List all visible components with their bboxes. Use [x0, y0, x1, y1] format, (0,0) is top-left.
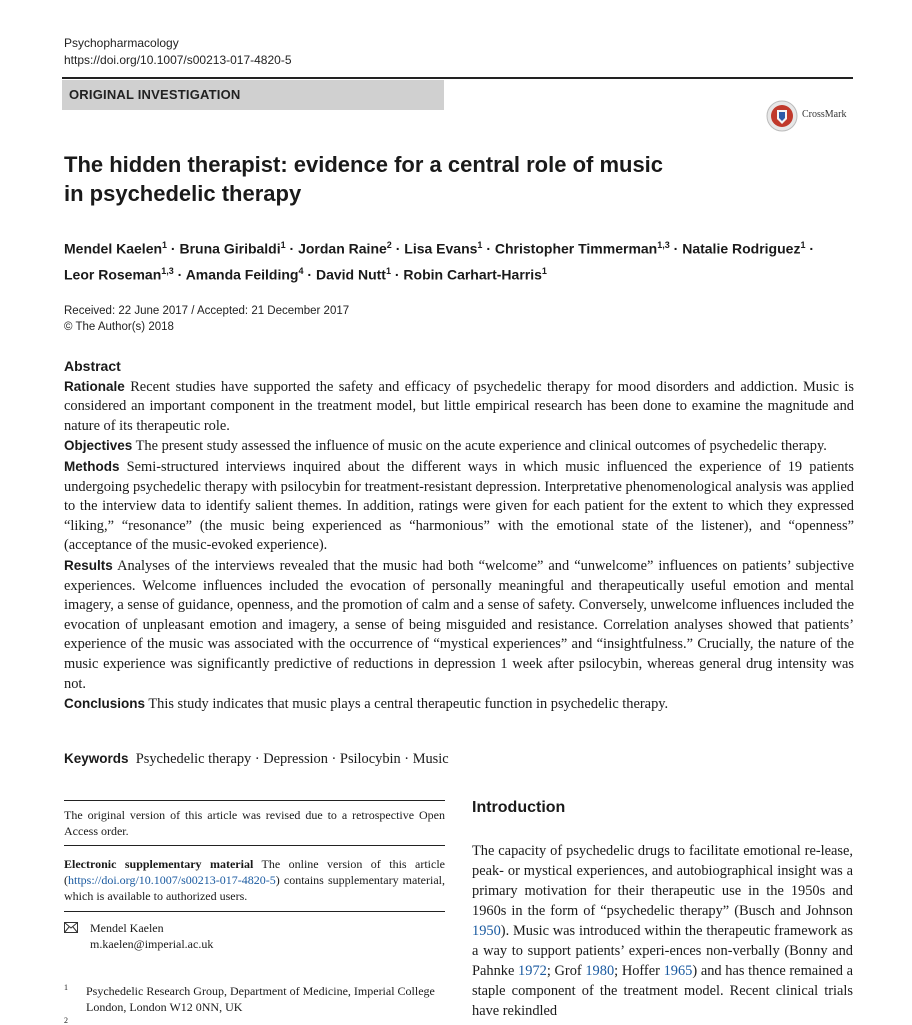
author-line-1: Mendel Kaelen$^1$ · Bruna Giribaldi$^1$ · Jordan Raine$^2$ · Lisa Evans$^1$ · Christopher Timmerman$^{1,3}$ · Natalie Rodriguez$^1$ ·	[64, 240, 815, 257]
author[interactable]: Bruna Giribaldi	[179, 240, 281, 257]
mail-icon	[64, 922, 78, 933]
esm-label: Electronic supplementary material	[64, 857, 254, 871]
journal-name: Psychopharmacology	[64, 36, 179, 50]
author-affiliation: 1,3	[161, 265, 174, 276]
author-affiliation: 1	[280, 240, 286, 250]
section-label: ORIGINAL INVESTIGATION	[69, 87, 241, 102]
copyright: © The Author(s) 2018	[64, 321, 174, 333]
author[interactable]: Amanda Feilding	[185, 266, 299, 283]
conclusions-text: This study indicates that music plays a central therapeutic function in psychedelic therapy.	[148, 696, 669, 713]
citation-link[interactable]: 1965	[663, 963, 693, 979]
author-affiliation: 1	[477, 240, 483, 250]
author-affiliation: 1	[541, 265, 547, 276]
author-affiliation: 1	[800, 240, 806, 250]
intro-text: ; Grof	[546, 963, 586, 979]
esm-link[interactable]: https://doi.org/10.1007/s00213-017-4820-5	[68, 873, 276, 887]
received-accepted: Received: 22 June 2017 / Accepted: 21 December 2017	[64, 305, 350, 317]
article-dates	[64, 303, 349, 335]
revision-note: The original version of this article was revised due to a retrospective Open Access order.	[64, 808, 445, 838]
methods-label: Methods	[64, 458, 120, 474]
title-line-2: in psychedelic therapy	[64, 181, 302, 206]
section-band	[62, 80, 444, 110]
methods-text: Semi-structured interviews inquired about the different ways in which music influenced the experience of 19 patients undergoing psychedelic therapy with psilocybin for treatment-resistant depression. Interpretative phenomenological analysis was applied to the interview data to identify salient themes. In addition, ratings were given for each patient for the extent to which they expressed “liking,” “resonance” (the music being experienced as “harmonious” with the emotional state of the listener), and “openness” (acceptance of the music-evoked experience).	[64, 458, 855, 554]
abstract-objectives	[64, 436, 854, 457]
author[interactable]: David Nutt	[315, 266, 386, 283]
article-title	[64, 150, 704, 208]
article-doi[interactable]: https://doi.org/10.1007/s00213-017-4820-5	[64, 53, 292, 67]
intro-text: ) and has thence remained a staple component of the treatment model. Recent clinical trials have rekindled	[472, 963, 853, 1019]
objectives-text: The present study assessed the influence of music on the acute experience and clinical outcomes of psychedelic therapy.	[135, 438, 827, 455]
author-line-2: Leor Roseman$^{1,3}$ · Amanda Feilding$^4$ · David Nutt$^1$ · Robin Carhart-Harris$^1$	[64, 265, 547, 283]
crossmark-badge[interactable]	[766, 100, 861, 132]
esm-note	[64, 856, 445, 904]
author[interactable]: Christopher Timmerman	[494, 240, 658, 257]
contact-name: Mendel Kaelen	[90, 921, 164, 935]
author-affiliation: 4	[298, 265, 304, 276]
esm-text: ) contains supplementary material, which is available to authorized users.	[64, 873, 445, 903]
citation-link[interactable]: 1950	[472, 923, 501, 939]
author-list	[64, 234, 854, 285]
keywords-text: Psychedelic therapy · Depression · Psilocybin · Music	[135, 751, 449, 767]
intro-text: ; Hoffer	[614, 963, 664, 979]
contact-email[interactable]: m.kaelen@imperial.ac.uk	[90, 937, 214, 951]
intro-text: ). Music was introduced within the therapeutic framework as a way to support patients’ experi-ences non-verbally (Bonny and Pahnke	[472, 923, 853, 979]
affiliation-number: 2	[64, 1016, 68, 1025]
affiliation-text: Psychedelic Research Group, Department of Medicine, Imperial College London, London W12 0NN, UK	[86, 984, 435, 1014]
abstract-methods	[64, 457, 854, 556]
footnotes	[64, 800, 445, 912]
rationale-text: Recent studies have supported the safety and efficacy of psychedelic therapy for mood disorders and addiction. Music is considered an important component in the treatment model, but little empirical research has been done to examine the magnitude and nature of its therapeutic role.	[64, 378, 854, 434]
title-line-1: The hidden therapist: evidence for a central role of music	[64, 152, 664, 177]
esm-text: The online version of this article (	[64, 857, 445, 887]
author-affiliation: 1	[162, 240, 168, 250]
author[interactable]: Mendel Kaelen	[64, 240, 163, 257]
keywords	[64, 751, 854, 768]
footnote-rule	[64, 800, 445, 801]
abstract-rationale	[64, 377, 854, 437]
keywords-label: Keywords	[64, 751, 129, 766]
author-affiliation: 2	[386, 240, 392, 250]
author-affiliation: 1	[385, 265, 391, 276]
citation-link[interactable]: 1980	[585, 963, 615, 979]
citation-link[interactable]: 1972	[518, 963, 547, 979]
results-text: Analyses of the interviews revealed that the music had both “welcome” and “unwelcome” influences on patients’ subjective experiences. Welcome influences included the evocation of personally meaningful and therapeutically useful emotion and mental imagery, a sense of guidance, openness, and the promotion of calm and a sense of safety. Conversely, unwelcome influences included the evocation of unpleasant emotion and imagery, a sense of being misguided and resistance. Correlation analyses showed that patients’ experience of the music was associated with the occurrence of “mystical experiences” and “insightfulness.” Crucially, the nature of the music experience was significantly predictive of reductions in depression 1 week after psilocybin, whereas general drug intensity was not.	[64, 557, 854, 692]
author[interactable]: Lisa Evans	[404, 240, 478, 257]
intro-paragraph	[472, 841, 853, 1021]
results-label: Results	[64, 557, 113, 573]
author-affiliation: 1,3	[657, 240, 670, 250]
footnote-rule	[64, 911, 445, 912]
abstract	[64, 357, 854, 715]
abstract-results	[64, 556, 854, 694]
intro-text: The capacity of psychedelic drugs to facilitate emotional re-lease, peak- or mystical experiences, and autobiographical insight was a primary motivation for their therapeutic use in the 1950s and 1960s in the form of “psychedelic therapy” (Busch and Johnson	[472, 843, 853, 919]
abstract-conclusions	[64, 694, 854, 715]
crossmark-icon	[766, 100, 798, 132]
conclusions-label: Conclusions	[64, 696, 146, 712]
crossmark-label: CrossMark	[802, 109, 847, 120]
author[interactable]: Leor Roseman	[64, 266, 162, 283]
intro-heading: Introduction	[472, 799, 566, 816]
author[interactable]: Jordan Raine	[298, 240, 387, 257]
objectives-label: Objectives	[64, 438, 133, 454]
header-rule	[62, 77, 853, 79]
journal-header	[64, 35, 292, 69]
author[interactable]: Natalie Rodriguez	[682, 240, 801, 257]
rationale-label: Rationale	[64, 378, 125, 394]
footnote-rule	[64, 845, 445, 846]
author[interactable]: Robin Carhart-Harris	[403, 266, 542, 283]
affiliation-number: 1	[64, 983, 68, 992]
abstract-heading: Abstract	[64, 358, 121, 374]
